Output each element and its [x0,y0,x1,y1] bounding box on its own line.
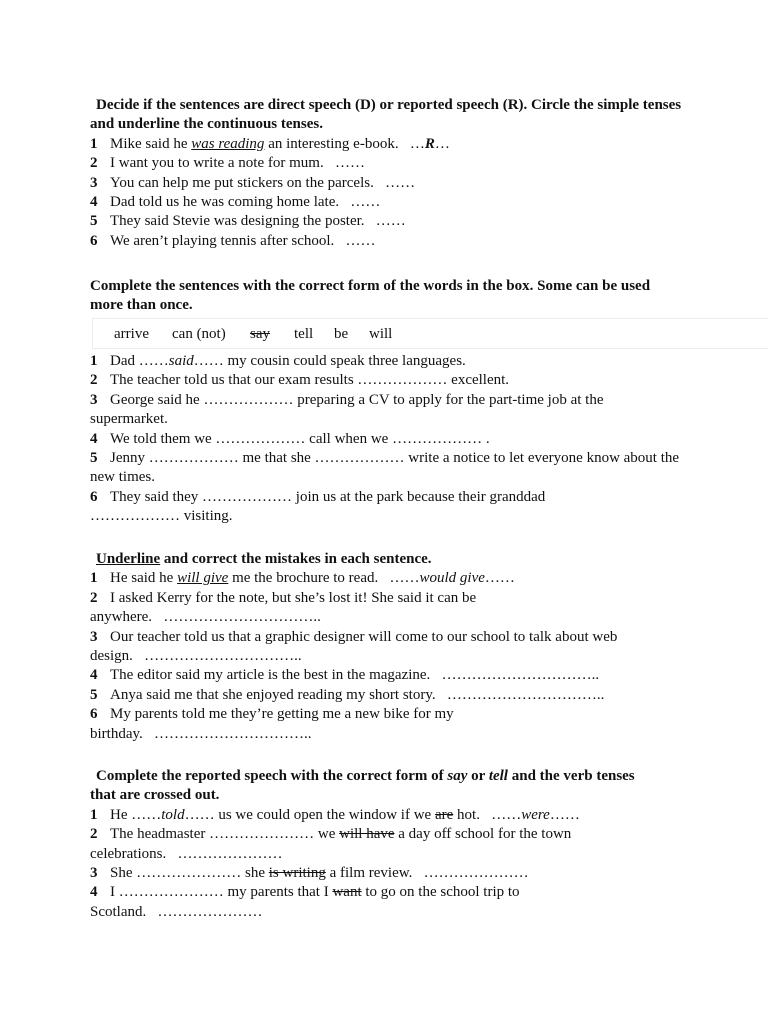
word-arrive: arrive [114,326,149,342]
s1-item-4: 4 Dad told us he was coming home late. …… [90,194,381,211]
section4-instruction: Complete the reported speech with the correct form of say or tell and the verb tenses that are crossed out. [90,768,635,804]
s2-item-3: 3 George said he ……………… preparing a CV to apply for the part-time job at the supermarket. [90,391,604,428]
word-be: be [334,326,349,342]
s2-item-5: 5 Jenny ……………… me that she ……………… write a notice to let everyone know about the new times. [90,450,680,486]
section2-instruction: Complete the sentences with the correct form of the words in the box. Some can be used more than once. [90,278,651,314]
word-tell: tell [294,326,314,342]
section2-items [90,352,685,527]
word-will: will [369,326,393,342]
s3-item-6: 6 My parents told me they’re getting me a new bike for my birthday. ………………………….. [90,706,454,742]
section-direct-reported [90,96,690,251]
s2-item-4: 4 We told them we ……………… call when we ……………… . [90,430,490,447]
s4-item-4: 4 I ………………… my parents that I want to go on the school trip to Scotland. ………………… [90,884,520,920]
s4-item-2: 2 The headmaster ………………… we will have a day off school for the town celebrations. ………………… [90,826,572,862]
s1-answer: R [424,135,435,152]
section-correct-mistakes [90,550,710,744]
s4-item-1: 1 He ……told…… us we could open the window if we are hot. ……were…… [90,806,580,823]
section-say-tell [90,767,650,922]
s3-item-5: 5 Anya said me that she enjoyed reading my short story. ………………………….. [90,686,605,703]
s3-item-1: 1 He said he will give me the brochure to read. ……would give…… [90,570,515,587]
word-say-crossed: say [250,326,270,342]
section1-instruction: Decide if the sentences are direct speech (D) or reported speech (R). Circle the simple tenses and underline the continuous tenses. [90,97,682,133]
word-box [92,318,768,349]
s2-item-2: 2 The teacher told us that our exam results ……………… excellent. [90,372,510,389]
s1-item-2: 2 I want you to write a note for mum. …… [90,155,365,172]
s3-item-3: 3 Our teacher told us that a graphic designer will come to our school to talk about web design. ………………………….. [90,628,618,665]
s4-item-3: 3 She ………………… she is writing a film review. ………………… [90,865,529,882]
section-word-box [90,277,675,316]
section3-instruction: Underline and correct the mistakes in each sentence. [96,551,432,567]
s1-item-6: 6 We aren’t playing tennis after school. …… [90,232,376,249]
s1-item-5: 5 They said Stevie was designing the poster. …… [90,213,406,230]
s2-item-6: 6 They said they ……………… join us at the park because their granddad ……………… visiting. [90,488,546,525]
s1-item-1: 1 Mike said he was reading an interesting e-book. …R… [90,135,450,152]
word-can-not: can (not) [172,326,226,342]
s3-item-2: 2 I asked Kerry for the note, but she’s lost it! She said it can be anywhere. ………………………….. [90,589,477,626]
s3-item-4: 4 The editor said my article is the best in the magazine. ………………………….. [90,667,600,684]
s1-item-3: 3 You can help me put stickers on the parcels. …… [90,174,416,191]
s2-item-1: 1 Dad ……said…… my cousin could speak three languages. [90,353,466,369]
